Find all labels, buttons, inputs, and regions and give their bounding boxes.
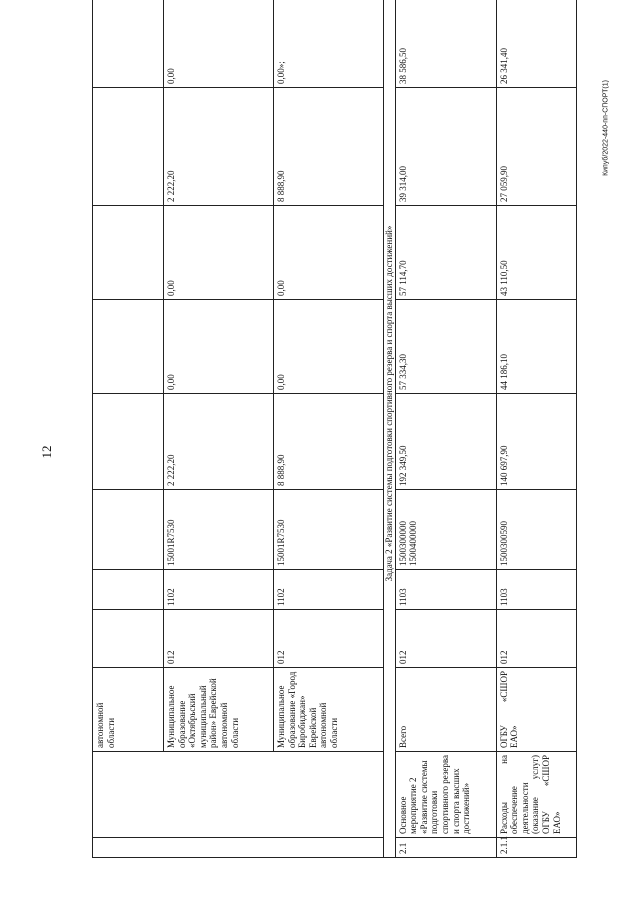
measure-name-cell: Расходы на обеспечение деятельности (оказание услуг) ОГБУ «СШОР ЕАО»: [496, 752, 576, 838]
table-row: [274, 0, 384, 858]
grbs-cell: 012: [395, 610, 496, 668]
page-number: 12: [39, 445, 54, 459]
grbs-cell: 012: [274, 610, 384, 668]
year2-cell: 0,00: [274, 206, 384, 300]
blank-num-cell: [93, 838, 384, 858]
total-cell: 2 222,20: [164, 394, 274, 490]
total-cell: 140 697,90: [496, 394, 576, 490]
year4-cell: 0,00»;: [274, 0, 384, 88]
csr-cell: [93, 490, 164, 570]
table-row: [395, 0, 496, 858]
year2-cell: 43 110,50: [496, 206, 576, 300]
year3-cell: 39 314,00: [395, 88, 496, 206]
year3-cell: 27 059,90: [496, 88, 576, 206]
csr-cell: 15001R7530: [164, 490, 274, 570]
year1-cell: 57 334,30: [395, 300, 496, 394]
executor-cell: автономной области: [93, 668, 164, 752]
year1-cell: 44 186,10: [496, 300, 576, 394]
grbs-cell: 012: [164, 610, 274, 668]
executor-cell: Всего: [395, 668, 496, 752]
year4-cell: [93, 0, 164, 88]
task-title: Задача 2 «Развитие системы подготовки спортивного резерва и спорта высших достижений»: [384, 0, 396, 858]
rzpr-cell: 1103: [496, 570, 576, 610]
grbs-cell: [93, 610, 164, 668]
year2-cell: 0,00: [164, 206, 274, 300]
year1-cell: [93, 300, 164, 394]
year4-cell: 0,00: [164, 0, 274, 88]
table-row: [93, 0, 164, 858]
rzpr-cell: 1102: [164, 570, 274, 610]
year3-cell: 8 888,90: [274, 88, 384, 206]
total-cell: 192 349,50: [395, 394, 496, 490]
total-cell: [93, 394, 164, 490]
task-row: [384, 0, 396, 858]
executor-cell: Муниципальное образование «Город Биробиджан» Еврейской автономной области: [274, 668, 384, 752]
grbs-cell: 012: [496, 610, 576, 668]
csr-cell: 1500300590: [496, 490, 576, 570]
budget-table-wrapper: [92, 48, 562, 858]
year1-cell: 0,00: [164, 300, 274, 394]
year2-cell: 57 114,70: [395, 206, 496, 300]
blank-name-cell: [93, 752, 384, 838]
total-cell: 8 888,90: [274, 394, 384, 490]
document-code: Кипуб/2022-440-пп-СПОРТ(1): [602, 80, 610, 176]
csr-cell: 1500300000 1500400000: [395, 490, 496, 570]
csr-cell: 15001R7530: [274, 490, 384, 570]
year3-cell: [93, 88, 164, 206]
table-row: [164, 0, 274, 858]
executor-cell: Муниципальное образование «Октябрьский муниципальный район» Еврейской автономной области: [164, 668, 274, 752]
year4-cell: 26 341,40: [496, 0, 576, 88]
num-cell: 2.1: [395, 838, 496, 858]
rzpr-cell: 1103: [395, 570, 496, 610]
year4-cell: 38 586,50: [395, 0, 496, 88]
year3-cell: 2 222,20: [164, 88, 274, 206]
rzpr-cell: 1102: [274, 570, 384, 610]
measure-name-cell: Основное мероприятие 2 «Развитие системы подготовки спортивного резерва и спорта высших достижений»: [395, 752, 496, 838]
table-row: [496, 0, 576, 858]
year1-cell: 0,00: [274, 300, 384, 394]
rzpr-cell: [93, 570, 164, 610]
year2-cell: [93, 206, 164, 300]
executor-cell: ОГБУ «СШОР ЕАО»: [496, 668, 576, 752]
num-cell: 2.1.1: [496, 838, 576, 858]
budget-table: [92, 0, 577, 858]
